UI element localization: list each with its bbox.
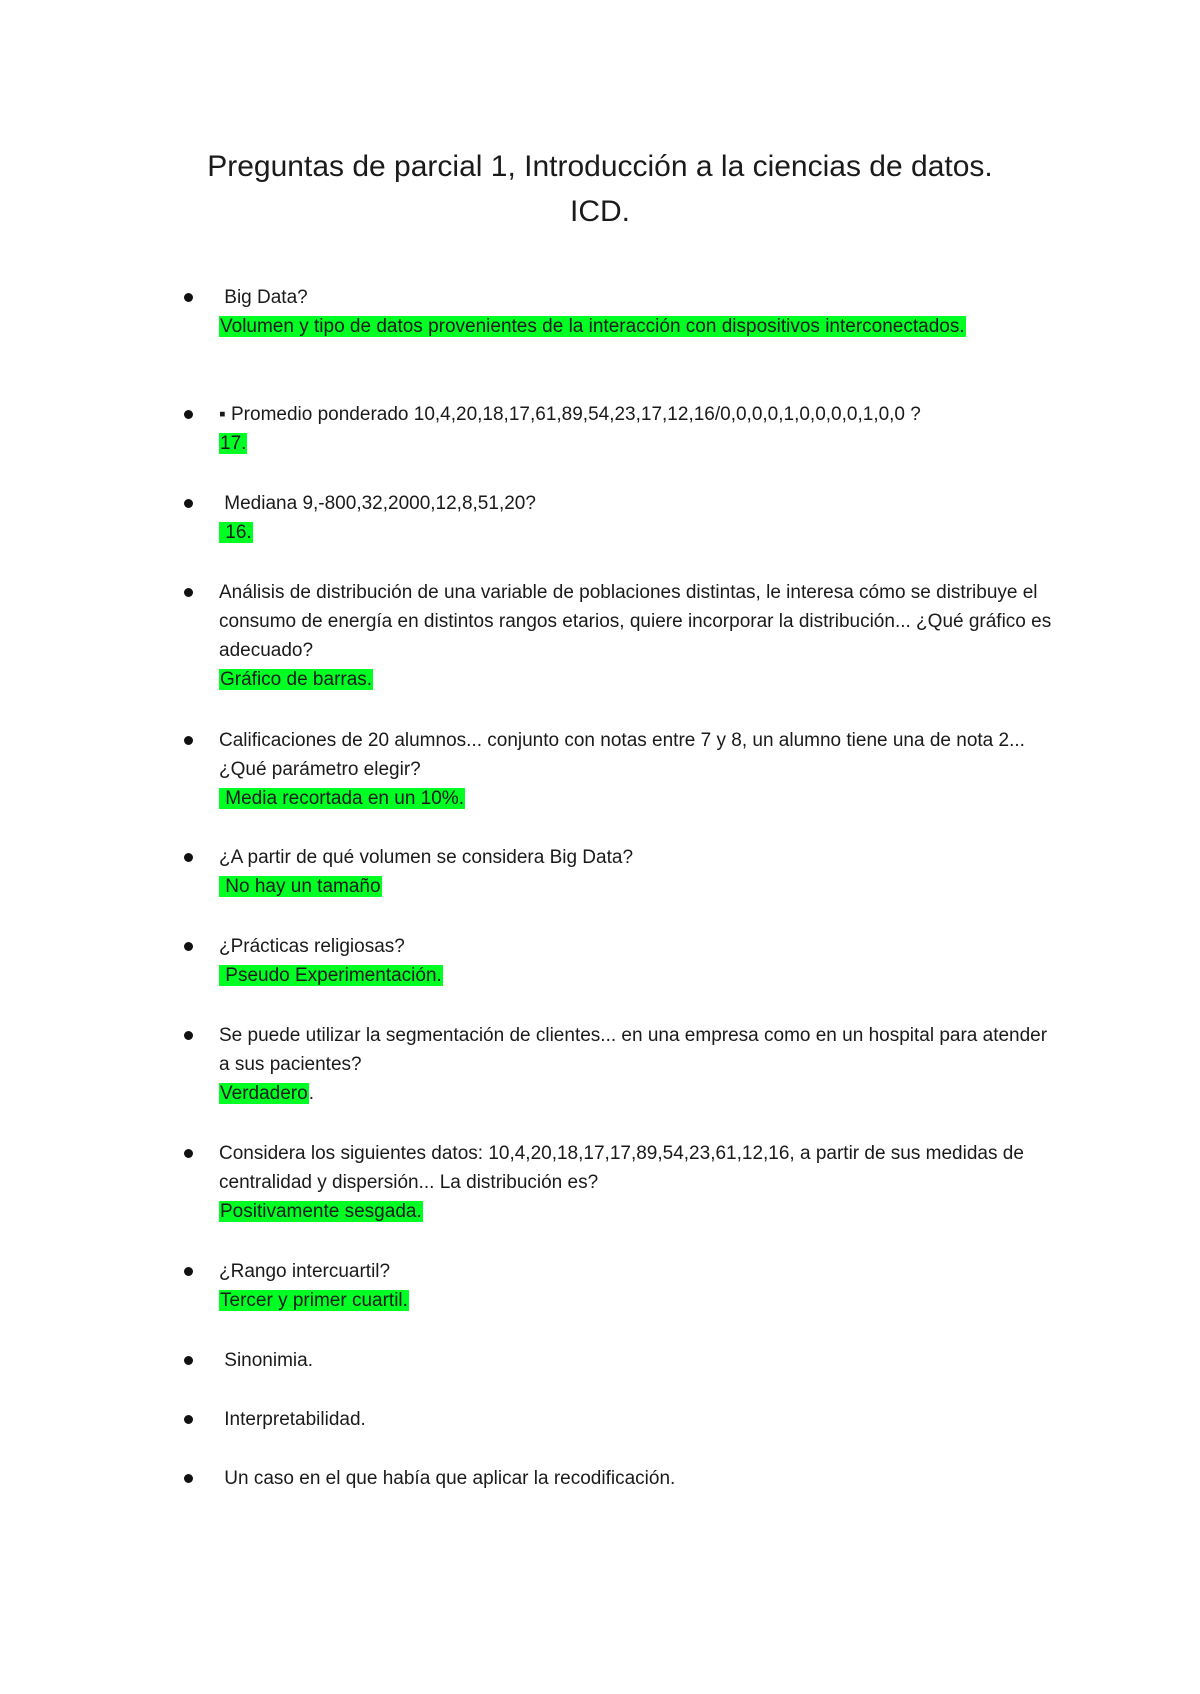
question-text: Se puede utilizar la segmentación de clientes... en una empresa como en un hospital para atender a sus pacientes?	[219, 1025, 1048, 1075]
answer-suffix: .	[308, 1083, 314, 1104]
list-item	[219, 489, 1059, 547]
question-text: Big Data?	[219, 287, 308, 308]
question-text: Considera los siguientes datos: 10,4,20,18,17,17,89,54,23,61,12,16, a partir de sus medidas de centralidad y dispersión... La distribución es?	[219, 1143, 1024, 1193]
question-text: ¿A partir de qué volumen se considera Big Data?	[219, 847, 634, 868]
list-item	[219, 578, 1059, 694]
title-line-2: ICD.	[570, 195, 630, 228]
bullet-icon	[184, 588, 193, 597]
highlighted-answer: Pseudo Experimentación.	[220, 965, 442, 986]
list-item	[219, 283, 1059, 341]
question-text: Un caso en el que había que aplicar la recodificación.	[219, 1468, 676, 1489]
question-text: Sinonimia.	[219, 1350, 313, 1371]
bullet-icon	[184, 1031, 193, 1040]
list-item	[219, 1464, 1059, 1493]
question-text: ¿Rango intercuartil?	[219, 1261, 391, 1282]
list-item	[219, 726, 1059, 813]
bullet-icon	[184, 1356, 193, 1365]
question-text: Calificaciones de 20 alumnos... conjunto con notas entre 7 y 8, un alumno tiene una de nota 2... ¿Qué parámetro elegir?	[219, 730, 1025, 780]
bullet-icon	[184, 293, 193, 302]
bullet-icon	[184, 410, 193, 419]
highlighted-answer: Volumen y tipo de datos provenientes de la interacción con dispositivos interconectados.	[220, 316, 965, 337]
list-item	[219, 1405, 1059, 1434]
bullet-icon	[184, 1267, 193, 1276]
bullet-icon	[184, 853, 193, 862]
list-item	[219, 843, 1059, 901]
bullet-icon	[184, 736, 193, 745]
highlighted-answer: No hay un tamaño	[220, 876, 381, 897]
question-text: Interpretabilidad.	[219, 1409, 366, 1430]
page-title	[0, 144, 1200, 234]
bullet-icon	[184, 942, 193, 951]
question-text: Mediana 9,-800,32,2000,12,8,51,20?	[219, 493, 536, 514]
question-text: Análisis de distribución de una variable de poblaciones distintas, le interesa cómo se distribuye el consumo de energía en distintos rangos etarios, quiere incorporar la distribución... ¿Qué gráfico es adecuado?	[219, 582, 1052, 661]
highlighted-answer: 16.	[220, 522, 252, 543]
list-item	[219, 400, 1059, 458]
bullet-icon	[184, 1474, 193, 1483]
question-text: ▪ Promedio ponderado 10,4,20,18,17,61,89,54,23,17,12,16/0,0,0,0,1,0,0,0,0,1,0,0 ?	[219, 404, 921, 425]
highlighted-answer: Gráfico de barras.	[220, 669, 373, 690]
list-item	[219, 1257, 1059, 1315]
highlighted-answer: Tercer y primer cuartil.	[220, 1290, 408, 1311]
highlighted-answer: Media recortada en un 10%.	[220, 788, 464, 809]
list-item	[219, 932, 1059, 990]
list-item	[219, 1139, 1059, 1226]
bullet-icon	[184, 1415, 193, 1424]
bullet-icon	[184, 1149, 193, 1158]
list-item	[219, 1346, 1059, 1375]
list-item	[219, 1021, 1059, 1108]
bullet-icon	[184, 499, 193, 508]
title-line-1: Preguntas de parcial 1, Introducción a la ciencias de datos.	[207, 150, 993, 183]
highlighted-answer: Positivamente sesgada.	[220, 1201, 422, 1222]
highlighted-answer: 17.	[220, 433, 247, 454]
highlighted-answer: Verdadero	[220, 1083, 308, 1104]
question-text: ¿Prácticas religiosas?	[219, 936, 405, 957]
